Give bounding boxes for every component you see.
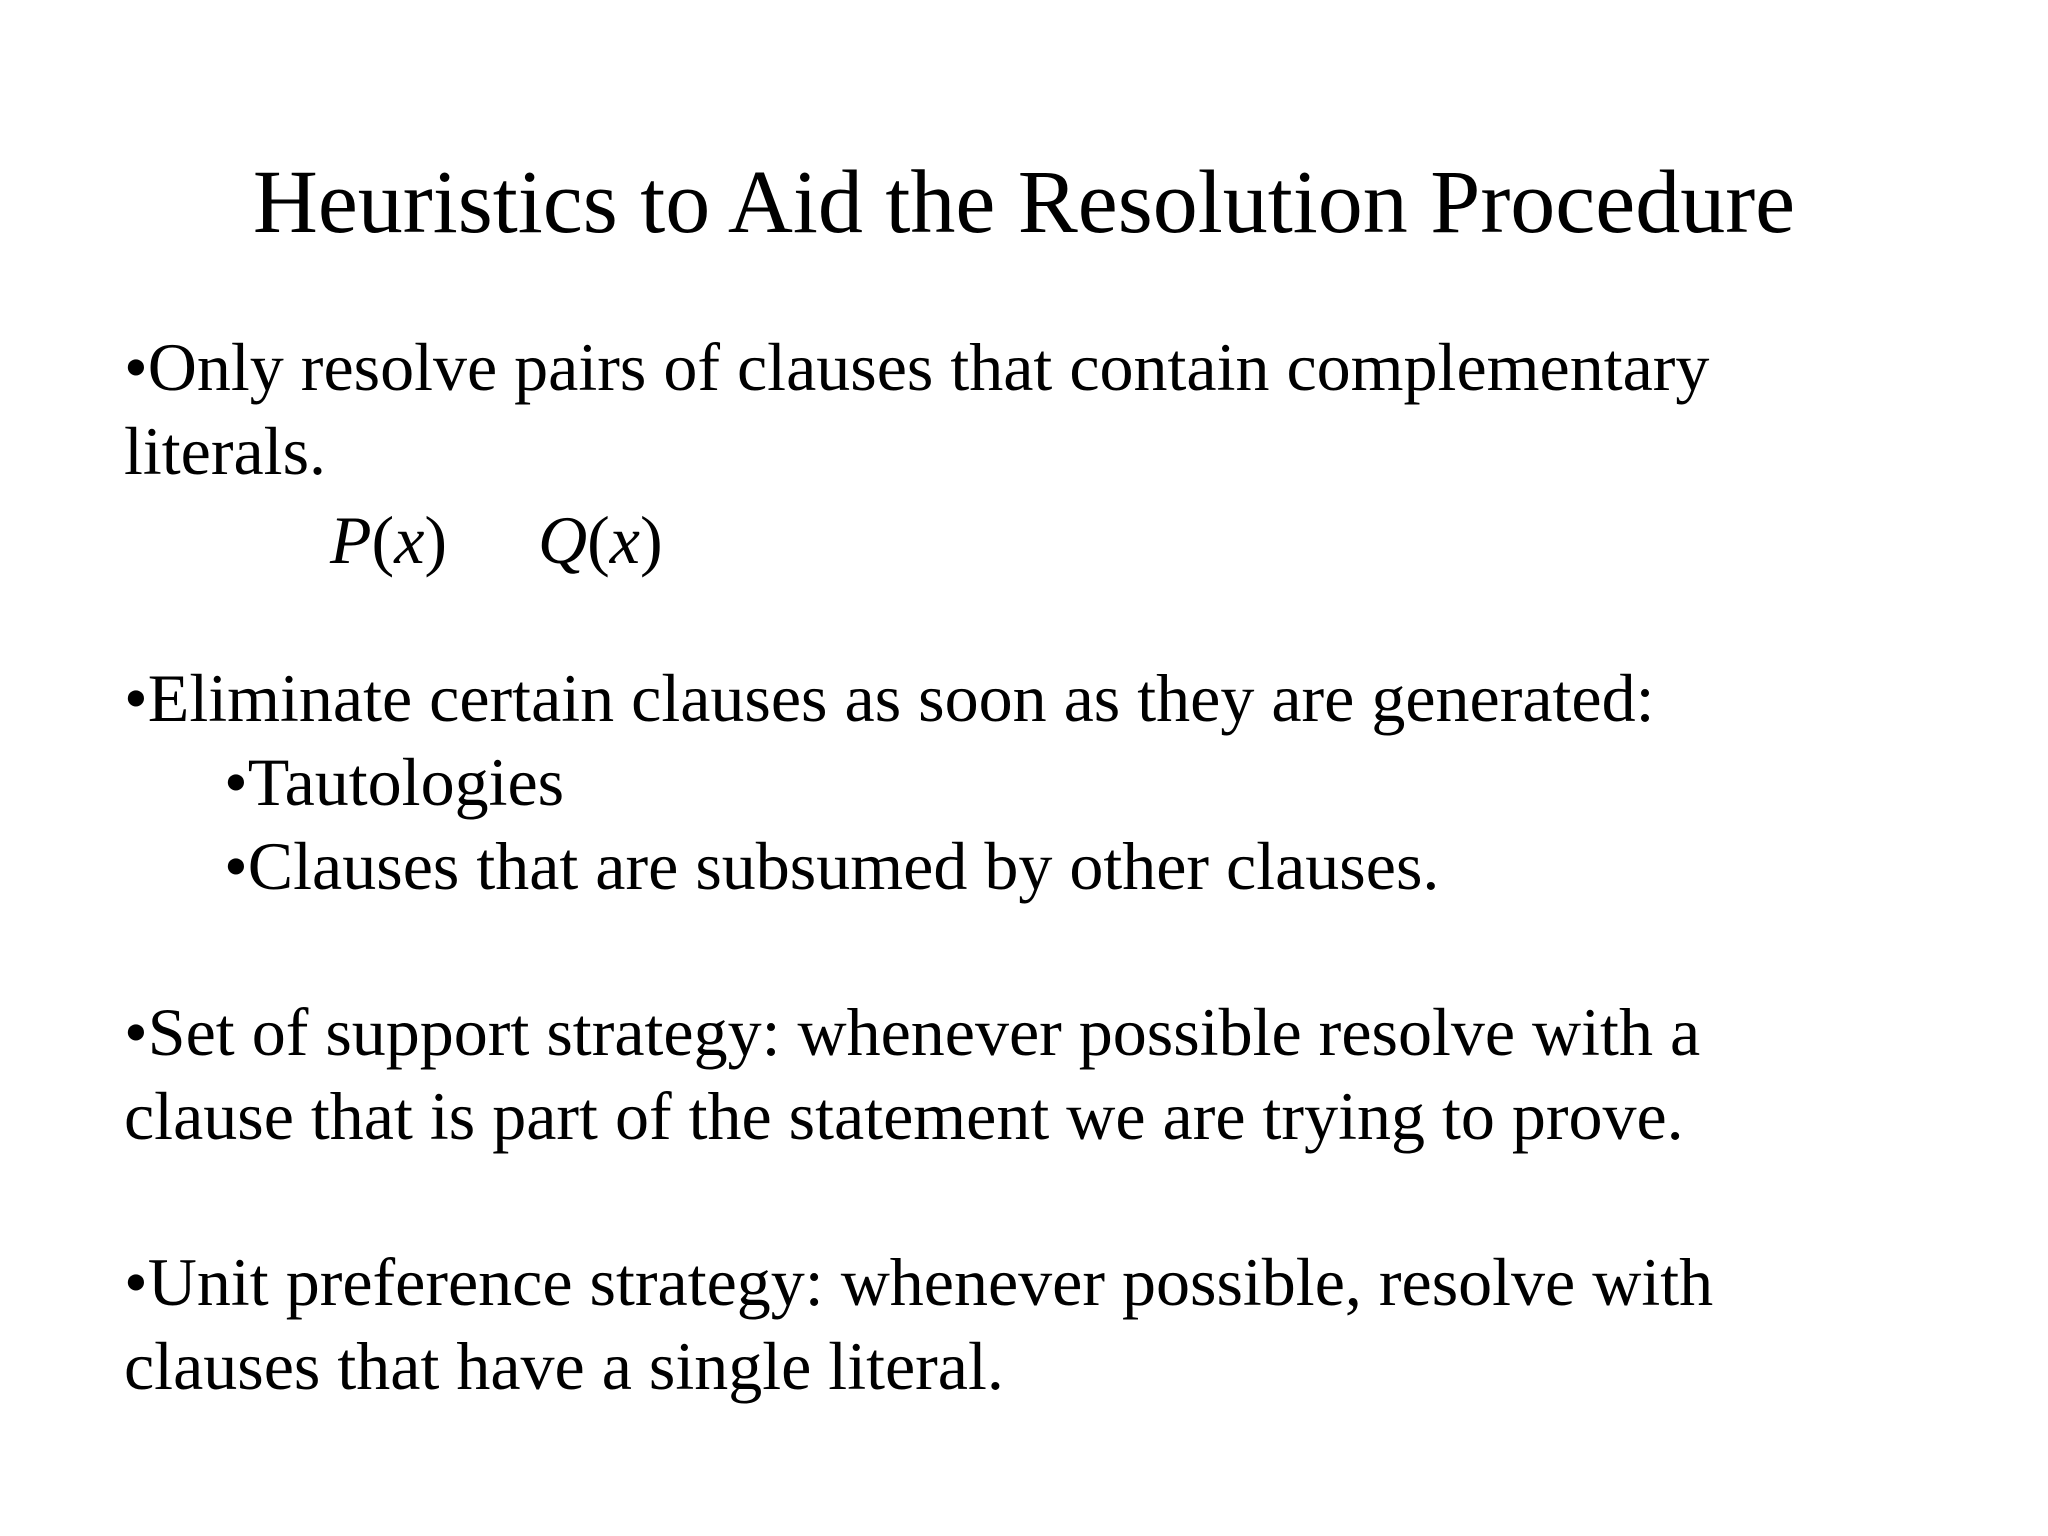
bullet-1-line-1: •Only resolve pairs of clauses that contain complementary xyxy=(124,329,1710,405)
slide-title: Heuristics to Aid the Resolution Procedure xyxy=(252,153,1796,252)
sub-bullet-subsumed-clauses: •Clauses that are subsumed by other clauses. xyxy=(224,828,1440,904)
sub-bullet-tautologies: •Tautologies xyxy=(224,744,565,820)
formula-q-of-x: Q(x) xyxy=(538,502,663,578)
formula-variable-x: x xyxy=(394,502,425,578)
bullet-3-line-2: clause that is part of the statement we are trying to prove. xyxy=(124,1078,1684,1154)
bullet-4-line-2: clauses that have a single literal. xyxy=(124,1328,1004,1404)
formula-variable-x: x xyxy=(609,502,640,578)
formula-predicate-p: P xyxy=(330,502,372,578)
bullet-2-line-1: •Eliminate certain clauses as soon as they are generated: xyxy=(124,660,1655,736)
bullet-3-line-1: •Set of support strategy: whenever possible resolve with a xyxy=(124,994,1701,1070)
formula-predicate-q: Q xyxy=(538,502,588,578)
formula-p-of-x: P(x) xyxy=(330,502,448,578)
bullet-4-line-1: •Unit preference strategy: whenever possible, resolve with xyxy=(124,1244,1714,1320)
bullet-1-line-2: literals. xyxy=(124,413,327,489)
